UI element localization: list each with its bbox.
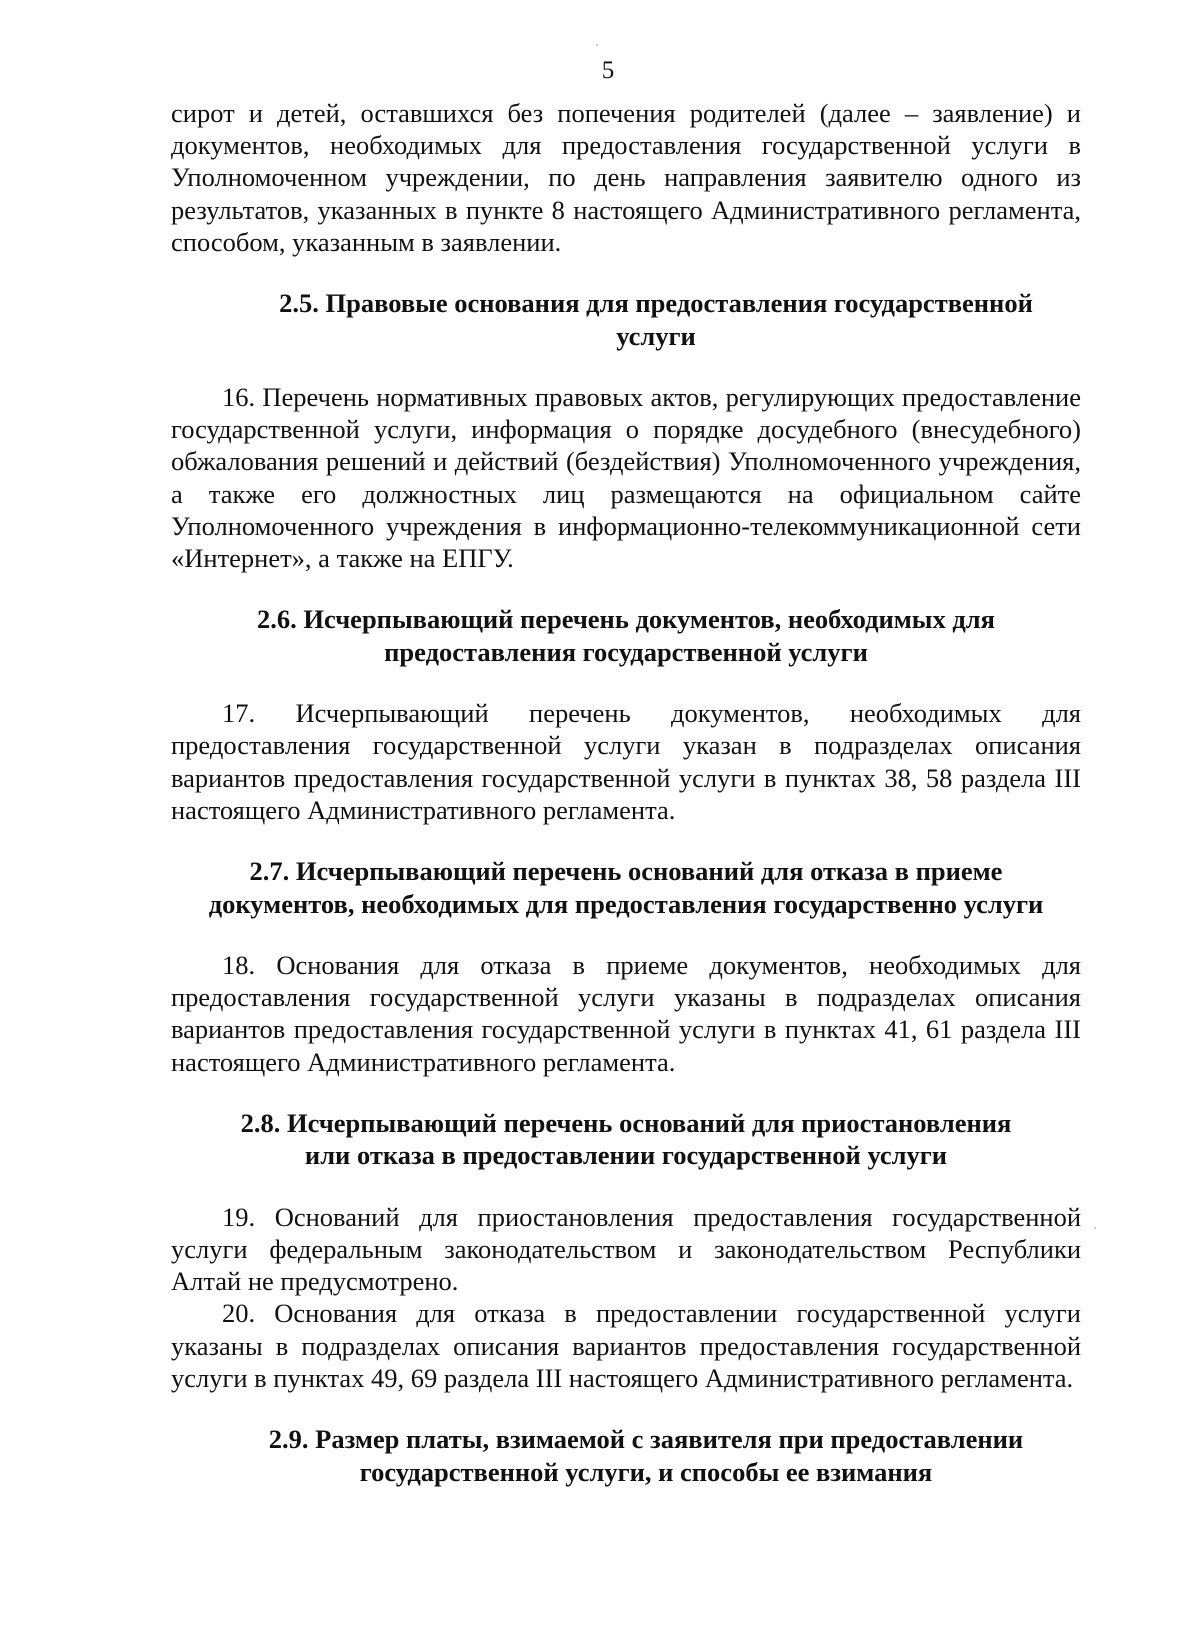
scan-speck [596,44,598,46]
heading-line: государственной услуги, и способы ее взимания [359,1456,933,1487]
section-heading-2-7 [171,855,1081,920]
heading-line: предоставления государственной услуги [384,636,868,667]
heading-line: документов, необходимых для предоставления государственно услуги [208,888,1044,919]
paragraph-16: 16. Перечень нормативных правовых актов, регулирующих предоставление государственной услуги, информация о порядке досудебного (внесудебного) обжалования решений и действий (бездействия) Уполномоченного учреждения, а также его должностных лиц размещаются на официальном сайте Уполномоченного учреждения в информационно-телекоммуникационной сети «Интернет», а также на ЕПГУ. [171,382,1081,574]
scan-speck [1094,1227,1096,1229]
heading-line: 2.6. Исчерпывающий перечень документов, необходимых для [257,604,995,635]
heading-line: услуги [616,320,696,351]
paragraph-20: 20. Основания для отказа в предоставлении государственной услуги указаны в подразделах описания вариантов предоставления государственной услуги в пунктах 49, 69 раздела III настоящего Административного регламента. [171,1298,1081,1393]
heading-line: или отказа в предоставлении государственной услуги [304,1140,948,1171]
heading-line: 2.8. Исчерпывающий перечень оснований для приостановления [240,1107,1012,1138]
paragraph-18: 18. Основания для отказа в приеме документов, необходимых для предоставления государственной услуги указаны в подразделах описания вариантов предоставления государственной услуги в пунктах 41, 61 раздела III настоящего Административного регламента. [171,950,1081,1077]
heading-line: 2.5. Правовые основания для предоставления государственной [279,288,1033,319]
page-number: 5 [601,57,615,84]
section-heading-2-9 [171,1423,1081,1488]
paragraph-17: 17. Исчерпывающий перечень документов, необходимых для предоставления государственной услуги указан в подразделах описания вариантов предоставления государственной услуги в пунктах 38, 58 раздела III настоящего Административного регламента. [171,698,1081,825]
document-body [171,97,1081,1488]
heading-line: 2.9. Размер платы, взимаемой с заявителя при предоставлении [268,1424,1024,1455]
heading-line: 2.7. Исчерпывающий перечень оснований для отказа в приеме [249,856,1003,887]
section-heading-2-5 [171,287,1081,352]
section-heading-2-8 [171,1107,1081,1172]
paragraph-continuation: сирот и детей, оставшихся без попечения родителей (далее – заявление) и документов, необходимых для предоставления государственной услуги в Уполномоченном учреждении, по день направления заявителю одного из результатов, указанных в пункте 8 настоящего Административного регламента, способом, указанным в заявлении. [171,98,1081,257]
paragraph-19: 19. Оснований для приостановления предоставления государственной услуги федеральным законодательством и законодательством Республики Алтай не предусмотрено. [171,1201,1081,1297]
section-heading-2-6 [171,603,1081,668]
